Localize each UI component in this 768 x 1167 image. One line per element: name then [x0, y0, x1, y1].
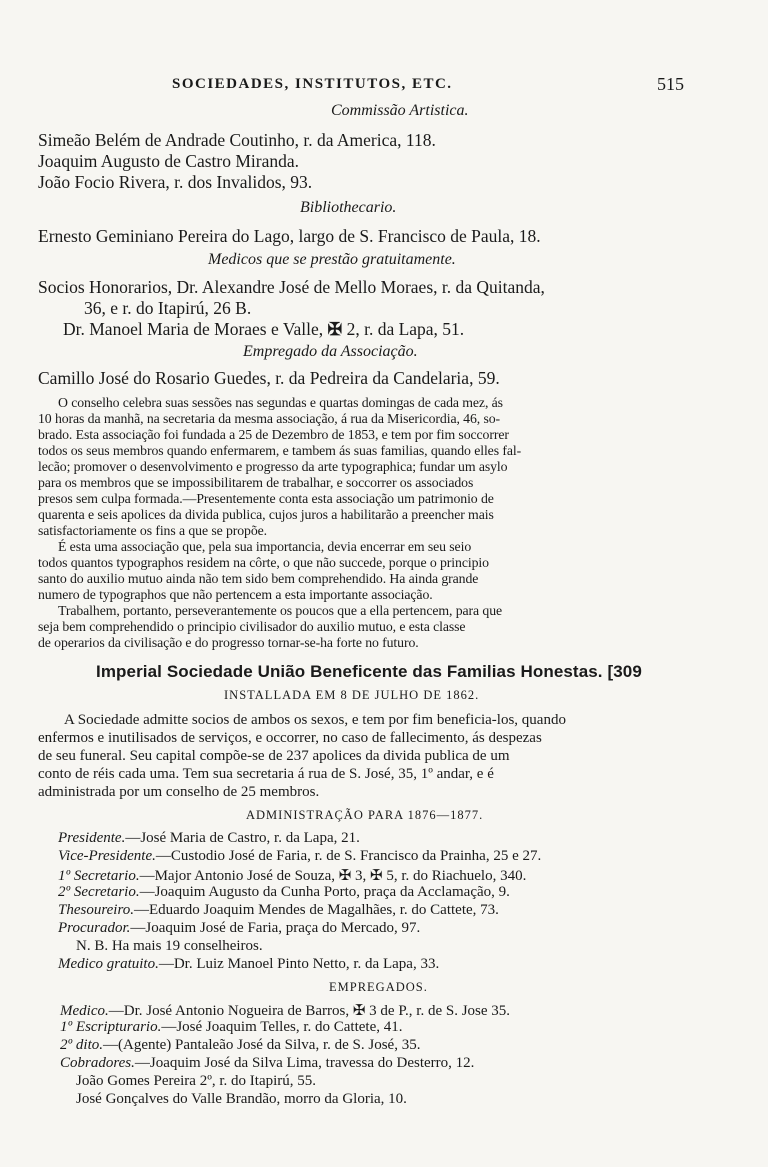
admin-role: Procurador. [58, 920, 131, 936]
commissao-line: Joaquim Augusto de Castro Miranda. [38, 151, 300, 171]
admin-text: N. B. Ha mais 19 conselheiros. [76, 938, 263, 954]
paragraph-line: quarenta e seis apolices da divida publica, cujos juros a habilitarão a preencher mais [38, 507, 494, 522]
heading-bibliothecario: Bibliothecario. [300, 199, 397, 216]
commissao-line: João Focio Rivera, r. dos Invalidos, 93. [38, 172, 313, 192]
medicos-line: 36, e r. do Itapirú, 26 B. [84, 298, 252, 318]
heading-empregado: Empregado da Associação. [243, 343, 418, 360]
commissao-line: Simeão Belém de Andrade Coutinho, r. da America, 118. [38, 130, 436, 150]
heading-medicos: Medicos que se prestão gratuitamente. [208, 251, 456, 268]
paragraph-line: todos os seus membros quando enfermarem, e tambem ás suas familias, quando elles fal- [38, 443, 522, 458]
imperial-paragraph-line: de seu funeral. Seu capital compõe-se de 237 apolices da divida publica de um [38, 748, 510, 764]
empregado-text: —(Agente) Pantaleão José da Silva, r. de S. José, 35. [103, 1037, 421, 1053]
admin-text: —José Maria de Castro, r. da Lapa, 21. [125, 830, 360, 846]
paragraph-line: Trabalhem, portanto, perseverantemente os poucos que a ella pertencem, para que [58, 603, 503, 618]
medicos-line: Socios Honorarios, Dr. Alexandre José de Mello Moraes, r. da Quitanda, [38, 277, 545, 297]
bibliothecario-line: Ernesto Geminiano Pereira do Lago, largo de S. Francisco de Paula, 18. [38, 226, 541, 246]
empregado-role: 1º Escripturario. [60, 1019, 162, 1035]
paragraph-line: brado. Esta associação foi fundada a 25 de Dezembro de 1853, e tem por fim soccorrer [38, 427, 509, 442]
empregado-role: Cobradores. [60, 1055, 135, 1071]
empregado-text: José Gonçalves do Valle Brandão, morro da Gloria, 10. [76, 1091, 407, 1107]
paragraph-line: O conselho celebra suas sessões nas segundas e quartas domingas de cada mez, ás [58, 395, 503, 410]
admin-line [58, 884, 510, 901]
admin-line [58, 866, 526, 885]
paragraph-line: seja bem comprehendido o principio civilisador do auxilio mutuo, e esta classe [38, 619, 466, 634]
admin-role: 1º Secretario. [58, 868, 140, 884]
empregado-role: Medico. [60, 1003, 109, 1019]
admin-text: —Major Antonio José de Souza, ✠ 3, ✠ 5, r. do Riachuelo, 340. [139, 868, 527, 884]
running-header: SOCIEDADES, INSTITUTOS, ETC. [172, 76, 453, 92]
paragraph-line: satisfactoriamente os fins a que se propõe. [38, 523, 268, 538]
admin-line [58, 956, 439, 973]
admin-role: Medico gratuito. [58, 956, 159, 972]
empregado-text: —Dr. José Antonio Nogueira de Barros, ✠ 3 de P., r. de S. Jose 35. [108, 1003, 511, 1019]
admin-line [58, 920, 420, 937]
imperial-paragraph-line: conto de réis cada uma. Tem sua secretaria á rua de S. José, 35, 1º andar, e é [38, 766, 494, 782]
imperial-installada: INSTALLADA EM 8 DE JULHO DE 1862. [224, 688, 480, 702]
empregado-role: 2º dito. [60, 1037, 103, 1053]
imperial-title [96, 662, 642, 682]
imperial-title-ref: [309 [607, 662, 642, 681]
paragraph-line: presos sem culpa formada.—Presentemente conta esta associação um patrimonio de [38, 491, 494, 506]
empregado-text: —José Joaquim Telles, r. do Cattete, 41. [161, 1019, 403, 1035]
empregados-heading: EMPREGADOS. [329, 980, 428, 994]
page-number: 515 [657, 74, 684, 94]
admin-text: —Joaquim José de Faria, praça do Mercado, 97. [130, 920, 421, 936]
admin-heading: ADMINISTRAÇÃO PARA 1876—1877. [246, 808, 484, 822]
empregado-line: Camillo José do Rosario Guedes, r. da Pedreira da Candelaria, 59. [38, 368, 500, 388]
medicos-line-part: 2, r. da Lapa, 51. [346, 319, 465, 339]
admin-role: 2º Secretario. [58, 884, 140, 900]
paragraph-line: de operarios da civilisação e do progresso tornar-se-ha forte no futuro. [38, 635, 419, 650]
admin-text: —Eduardo Joaquim Mendes de Magalhães, r. do Cattete, 73. [133, 902, 499, 918]
empregado-text: João Gomes Pereira 2º, r. do Itapirú, 55. [76, 1073, 317, 1089]
paragraph-line: santo do auxilio mutuo ainda não tem sido bem comprehendido. Ha ainda grande [38, 571, 479, 586]
empregado-line [60, 1019, 402, 1036]
empregado-line [60, 1001, 510, 1020]
empregado-line [60, 1037, 420, 1054]
paragraph-line: numero de typographos que não pertencem a esta importante associação. [38, 587, 433, 602]
paragraph-line: para os membros que se impossibilitarem de trabalhar, e soccorrer os associados [38, 475, 474, 490]
admin-role: Vice-Presidente. [58, 848, 156, 864]
admin-role: Presidente. [58, 830, 126, 846]
admin-line [58, 902, 499, 919]
admin-text: —Joaquim Augusto da Cunha Porto, praça da Acclamação, 9. [139, 884, 510, 900]
admin-line [76, 938, 263, 955]
empregado-text: —Joaquim José da Silva Lima, travessa do Desterro, 12. [134, 1055, 475, 1071]
imperial-paragraph-line: enfermos e inutilisados de serviços, e occorrer, no caso de fallecimento, ás despezas [38, 730, 542, 746]
medicos-line [63, 319, 464, 340]
admin-line [58, 848, 541, 865]
admin-text: —Custodio José de Faria, r. de S. Francisco da Prainha, 25 e 27. [155, 848, 542, 864]
paragraph-line: todos quantos typographos residem na côrte, o que não succede, porque o principio [38, 555, 489, 570]
imperial-paragraph-line: A Sociedade admitte socios de ambos os sexos, e tem por fim beneficia-los, quando [64, 712, 566, 728]
medicos-line-part: Dr. Manoel Maria de Moraes e Valle, [63, 319, 324, 339]
imperial-paragraph-line: administrada por um conselho de 25 membros. [38, 784, 320, 800]
cross-icon: ✠ [327, 319, 343, 339]
paragraph-line: É esta uma associação que, pela sua importancia, devia encerrar em seu seio [58, 539, 472, 554]
admin-role: Thesoureiro. [58, 902, 134, 918]
empregado-line [76, 1091, 407, 1108]
admin-text: —Dr. Luiz Manoel Pinto Netto, r. da Lapa, 33. [158, 956, 440, 972]
heading-commissao: Commissão Artistica. [331, 102, 469, 119]
empregado-line [76, 1073, 316, 1090]
admin-line [58, 830, 360, 847]
paragraph-line: lecão; promover o desenvolvimento e progresso da arte typographica; fundar um asylo [38, 459, 508, 474]
empregado-line [60, 1055, 474, 1072]
paragraph-line: 10 horas da manhã, na secretaria da mesma associação, á rua da Misericordia, 46, so- [38, 411, 501, 426]
imperial-title-text: Imperial Sociedade União Beneficente das Familias Honestas. [96, 662, 603, 681]
